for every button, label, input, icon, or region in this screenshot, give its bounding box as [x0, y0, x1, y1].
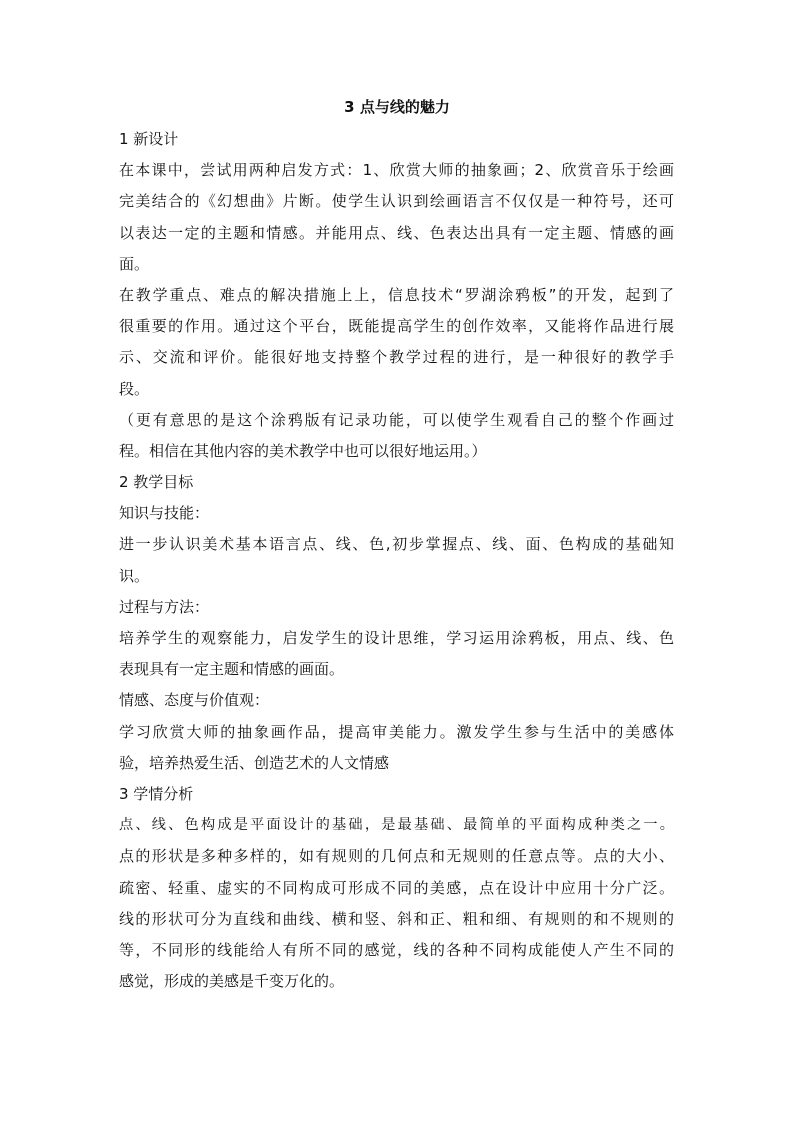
paragraph-line: 完美结合的《幻想曲》片断。使学生认识到绘画语言不仅仅是一种符号，还可 [119, 192, 674, 211]
paragraph-line: 疏密、轻重、虚实的不同构成可形成不同的美感，点在设计中应用十分广泛。 [119, 878, 674, 897]
paragraph-line: 以表达一定的主题和情感。并能用点、线、色表达出具有一定主题、情感的画 [119, 223, 674, 242]
paragraph-line: 等，不同形的线能给人有所不同的感觉，线的各种不同构成能使人产生不同的 [119, 940, 674, 959]
section-heading: 1 新设计 [119, 130, 179, 148]
paragraph-line: 验，培养热爱生活、创造艺术的人文情感 [119, 753, 390, 772]
page-title: 3 点与线的魅力 [344, 98, 450, 116]
paragraph-line: 很重要的作用。通过这个平台，既能提高学生的创作效率，又能将作品进行展 [119, 317, 674, 336]
paragraph-line: 示、交流和评价。能很好地支持整个教学过程的进行，是一种很好的教学手 [119, 348, 674, 367]
paragraph-line: 程。相信在其他内容的美术教学中也可以很好地运用。） [119, 441, 487, 460]
section-heading: 3 学情分析 [119, 784, 194, 803]
subheading: 情感、态度与价值观： [119, 691, 270, 710]
paragraph-line: 在教学重点、难点的解决措施上上，信息技术“罗湖涂鸦板”的开发，起到了 [119, 285, 674, 304]
paragraph-line: 段。 [119, 379, 150, 398]
document-body [119, 124, 674, 997]
paragraph-line: 线的形状可分为直线和曲线、横和竖、斜和正、粗和细、有规则的和不规则的 [119, 909, 674, 928]
paragraph-line: 表现具有一定主题和情感的画面。 [119, 660, 345, 679]
paragraph-line: （更有意思的是这个涂鸦版有记录功能，可以使学生观看自己的整个作画过 [119, 410, 674, 429]
paragraph-line: 识。 [119, 566, 150, 585]
paragraph-line: 点的形状是多种多样的，如有规则的几何点和无规则的任意点等。点的大小、 [119, 847, 674, 866]
paragraph-line: 学习欣赏大师的抽象画作品，提高审美能力。激发学生参与生活中的美感体 [119, 722, 674, 741]
paragraph-line: 培养学生的观察能力，启发学生的设计思维，学习运用涂鸦板，用点、线、色 [119, 629, 674, 647]
paragraph-line: 感觉，形成的美感是千变万化的。 [119, 972, 345, 991]
paragraph-line: 面。 [119, 254, 150, 273]
paragraph-line: 在本课中，尝试用两种启发方式：1、欣赏大师的抽象画；2、欣赏音乐于绘画 [119, 161, 674, 180]
subheading: 知识与技能： [119, 504, 210, 523]
paragraph-line: 进一步认识美术基本语言点、线、色,初步掌握点、线、面、色构成的基础知 [119, 535, 674, 554]
section-heading: 2 教学目标 [119, 473, 194, 492]
subheading: 过程与方法： [119, 597, 210, 616]
paragraph-line: 点、线、色构成是平面设计的基础，是最基础、最简单的平面构成种类之一。 [119, 817, 674, 834]
